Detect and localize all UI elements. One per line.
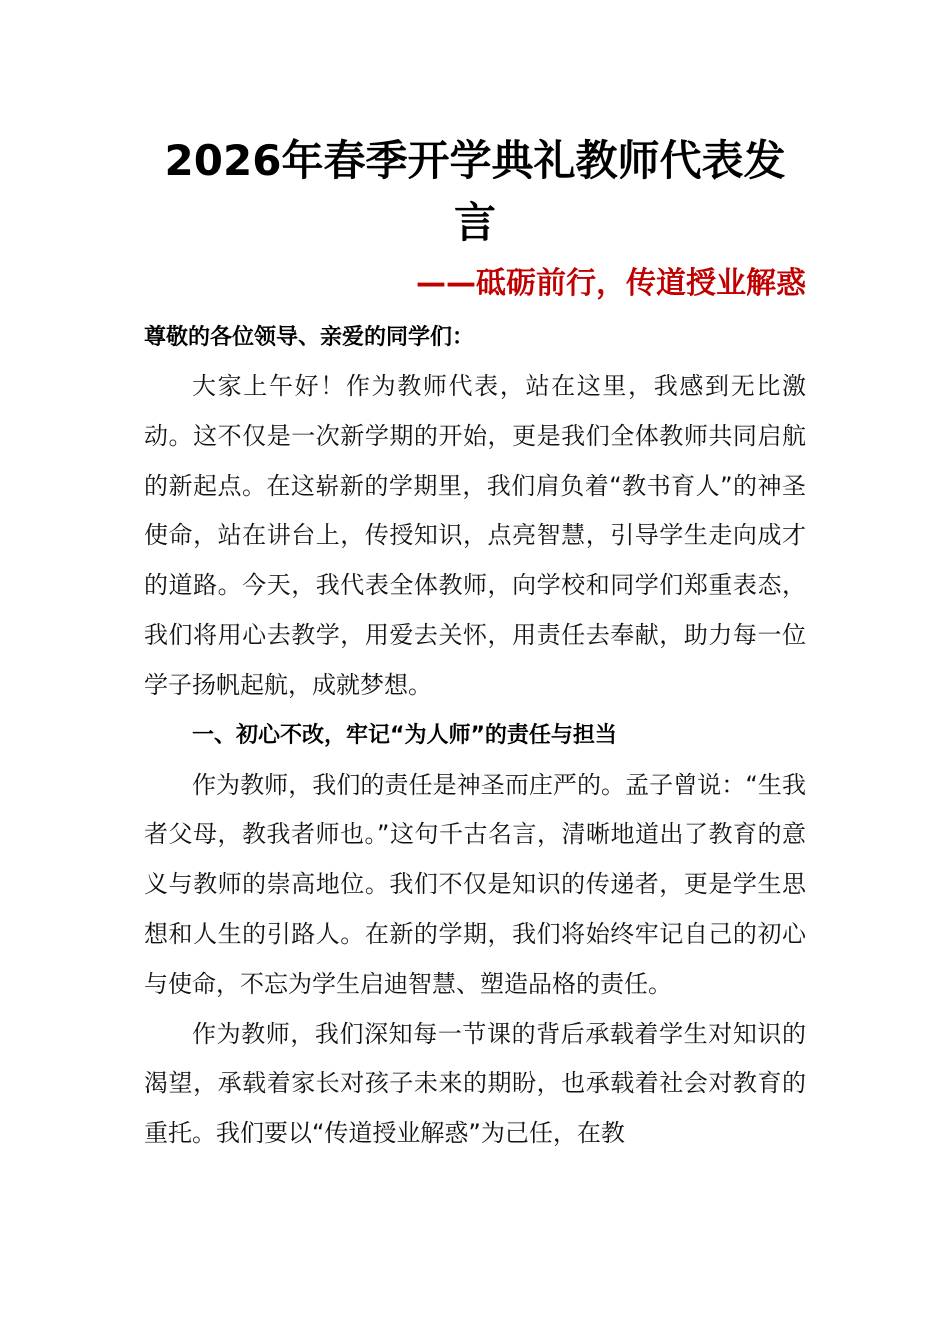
section-heading-1: 一、初心不改，牢记“为人师”的责任与担当 — [192, 722, 617, 748]
section-1-paragraph-1: 作为教师，我们的责任是神圣而庄严的。孟子曾说：“生我者父母，教我者师也。”这句千古名言，清晰地道出了教育的意义与教师的崇高地位。我们不仅是知识的传递者，更是学生思想和人生的引路人。在新的学期，我们将始终牢记自己的初心与使命，不忘为学生启迪智慧、塑造品格的责任。 — [144, 770, 806, 998]
opening-paragraph: 大家上午好！作为教师代表，站在这里，我感到无比激动。这不仅是一次新学期的开始，更是我们全体教师共同启航的新起点。在这崭新的学期里，我们肩负着“教书育人”的神圣使命，站在讲台上，传授知识，点亮智慧，引导学生走向成才的道路。今天，我代表全体教师，向学校和同学们郑重表态，我们将用心去教学，用爱去关怀，用责任去奉献，助力每一位学子扬帆起航，成就梦想。 — [144, 372, 806, 699]
document-page — [144, 130, 806, 1159]
document-title: 2026年春季开学典礼教师代表发言 — [164, 136, 786, 247]
section-1-paragraph-2: 作为教师，我们深知每一节课的背后承载着学生对知识的渴望，承载着家长对孩子未来的期盼，也承载着社会对教育的重托。我们要以“传道授业解惑”为己任，在教 — [144, 1019, 806, 1148]
salutation: 尊敬的各位领导、亲爱的同学们： — [144, 325, 475, 350]
document-subtitle: ——砥砺前行，传道授业解惑 — [416, 266, 806, 301]
